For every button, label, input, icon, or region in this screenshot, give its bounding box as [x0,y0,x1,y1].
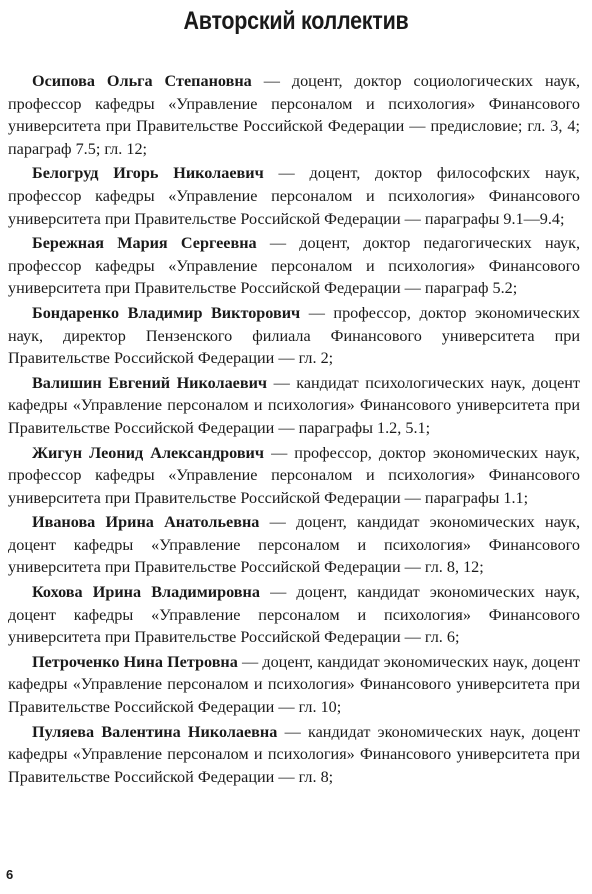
author-description: — кандидат психологических наук, доцент кафедры «Управление персоналом и психология» Финансового университета при Правительстве Российской Федерации — параграфы 1.2, 5.1; [8,373,581,437]
author-entry [8,232,580,300]
author-description: — доцент, кандидат экономических наук, доцент кафедры «Управление персоналом и психология» Финансового университета при Правительстве Российской Федерации — гл. 6; [8,583,580,647]
author-name: Осипова Ольга Степановна [32,72,252,90]
author-list [8,70,580,790]
author-entry [8,651,580,719]
author-name: Бережная Мария Сергеевна [32,234,257,253]
author-description: — доцент, доктор педагогических наук, профессор кафедры «Управление персоналом и психология» Финансового университета при Правительстве Российской Федерации — параграф 5.2; [8,234,580,298]
author-name: Белогруд Игорь Николаевич [32,164,264,183]
author-name: Петроченко Нина Петровна [32,652,238,671]
page-title: Авторский коллектив [183,7,409,35]
author-name: Жигун Леонид Александрович [32,443,265,462]
author-entry [8,721,580,789]
author-entry [8,581,580,649]
author-entry [8,162,580,230]
author-entry [8,511,580,579]
author-description: — доцент, доктор социологических наук, профессор кафедры «Управление персоналом и психология» Финансового университета при Правительстве Российской Федерации — предисловие; гл. 3, 4; параграф 7.5; гл. 12; [8,72,580,158]
author-description: — доцент, кандидат экономических наук, доцент кафедры «Управление персоналом и психология» Финансового университета при Правительстве Российской Федерации — гл. 8, 12; [8,513,580,577]
author-entry [8,442,580,510]
author-name: Иванова Ирина Анатольевна [32,513,260,532]
author-entry [8,70,580,160]
author-name: Кохова Ирина Владимировна [32,583,260,602]
author-entry [8,372,580,440]
author-name: Пуляева Валентина Николаевна [32,722,278,741]
author-description: — доцент, доктор философских наук, профессор кафедры «Управление персоналом и психология» Финансового университета при Правительстве Российской Федерации — параграфы 9.1—9.4; [8,164,580,228]
author-description: — профессор, доктор экономических наук, профессор кафедры «Управление персоналом и психология» Финансового университета при Правительстве Российской Федерации — параграфы 1.1; [8,443,580,507]
author-name: Бондаренко Владимир Викторович [32,303,301,322]
author-name: Валишин Евгений Николаевич [32,373,268,392]
author-description: — кандидат экономических наук, доцент кафедры «Управление персоналом и психология» Финансового университета при Правительстве Российской Федерации — гл. 8; [8,722,580,786]
author-description: — доцент, кандидат экономических наук, доцент кафедры «Управление персоналом и психология» Финансового университета при Правительстве Российской Федерации — гл. 10; [8,652,580,717]
page-number: 6 [6,867,14,882]
author-entry [8,302,580,370]
author-description: — профессор, доктор экономических наук, директор Пензенского филиала Финансового университета при Правительстве Российской Федерации — гл. 2; [8,303,580,368]
